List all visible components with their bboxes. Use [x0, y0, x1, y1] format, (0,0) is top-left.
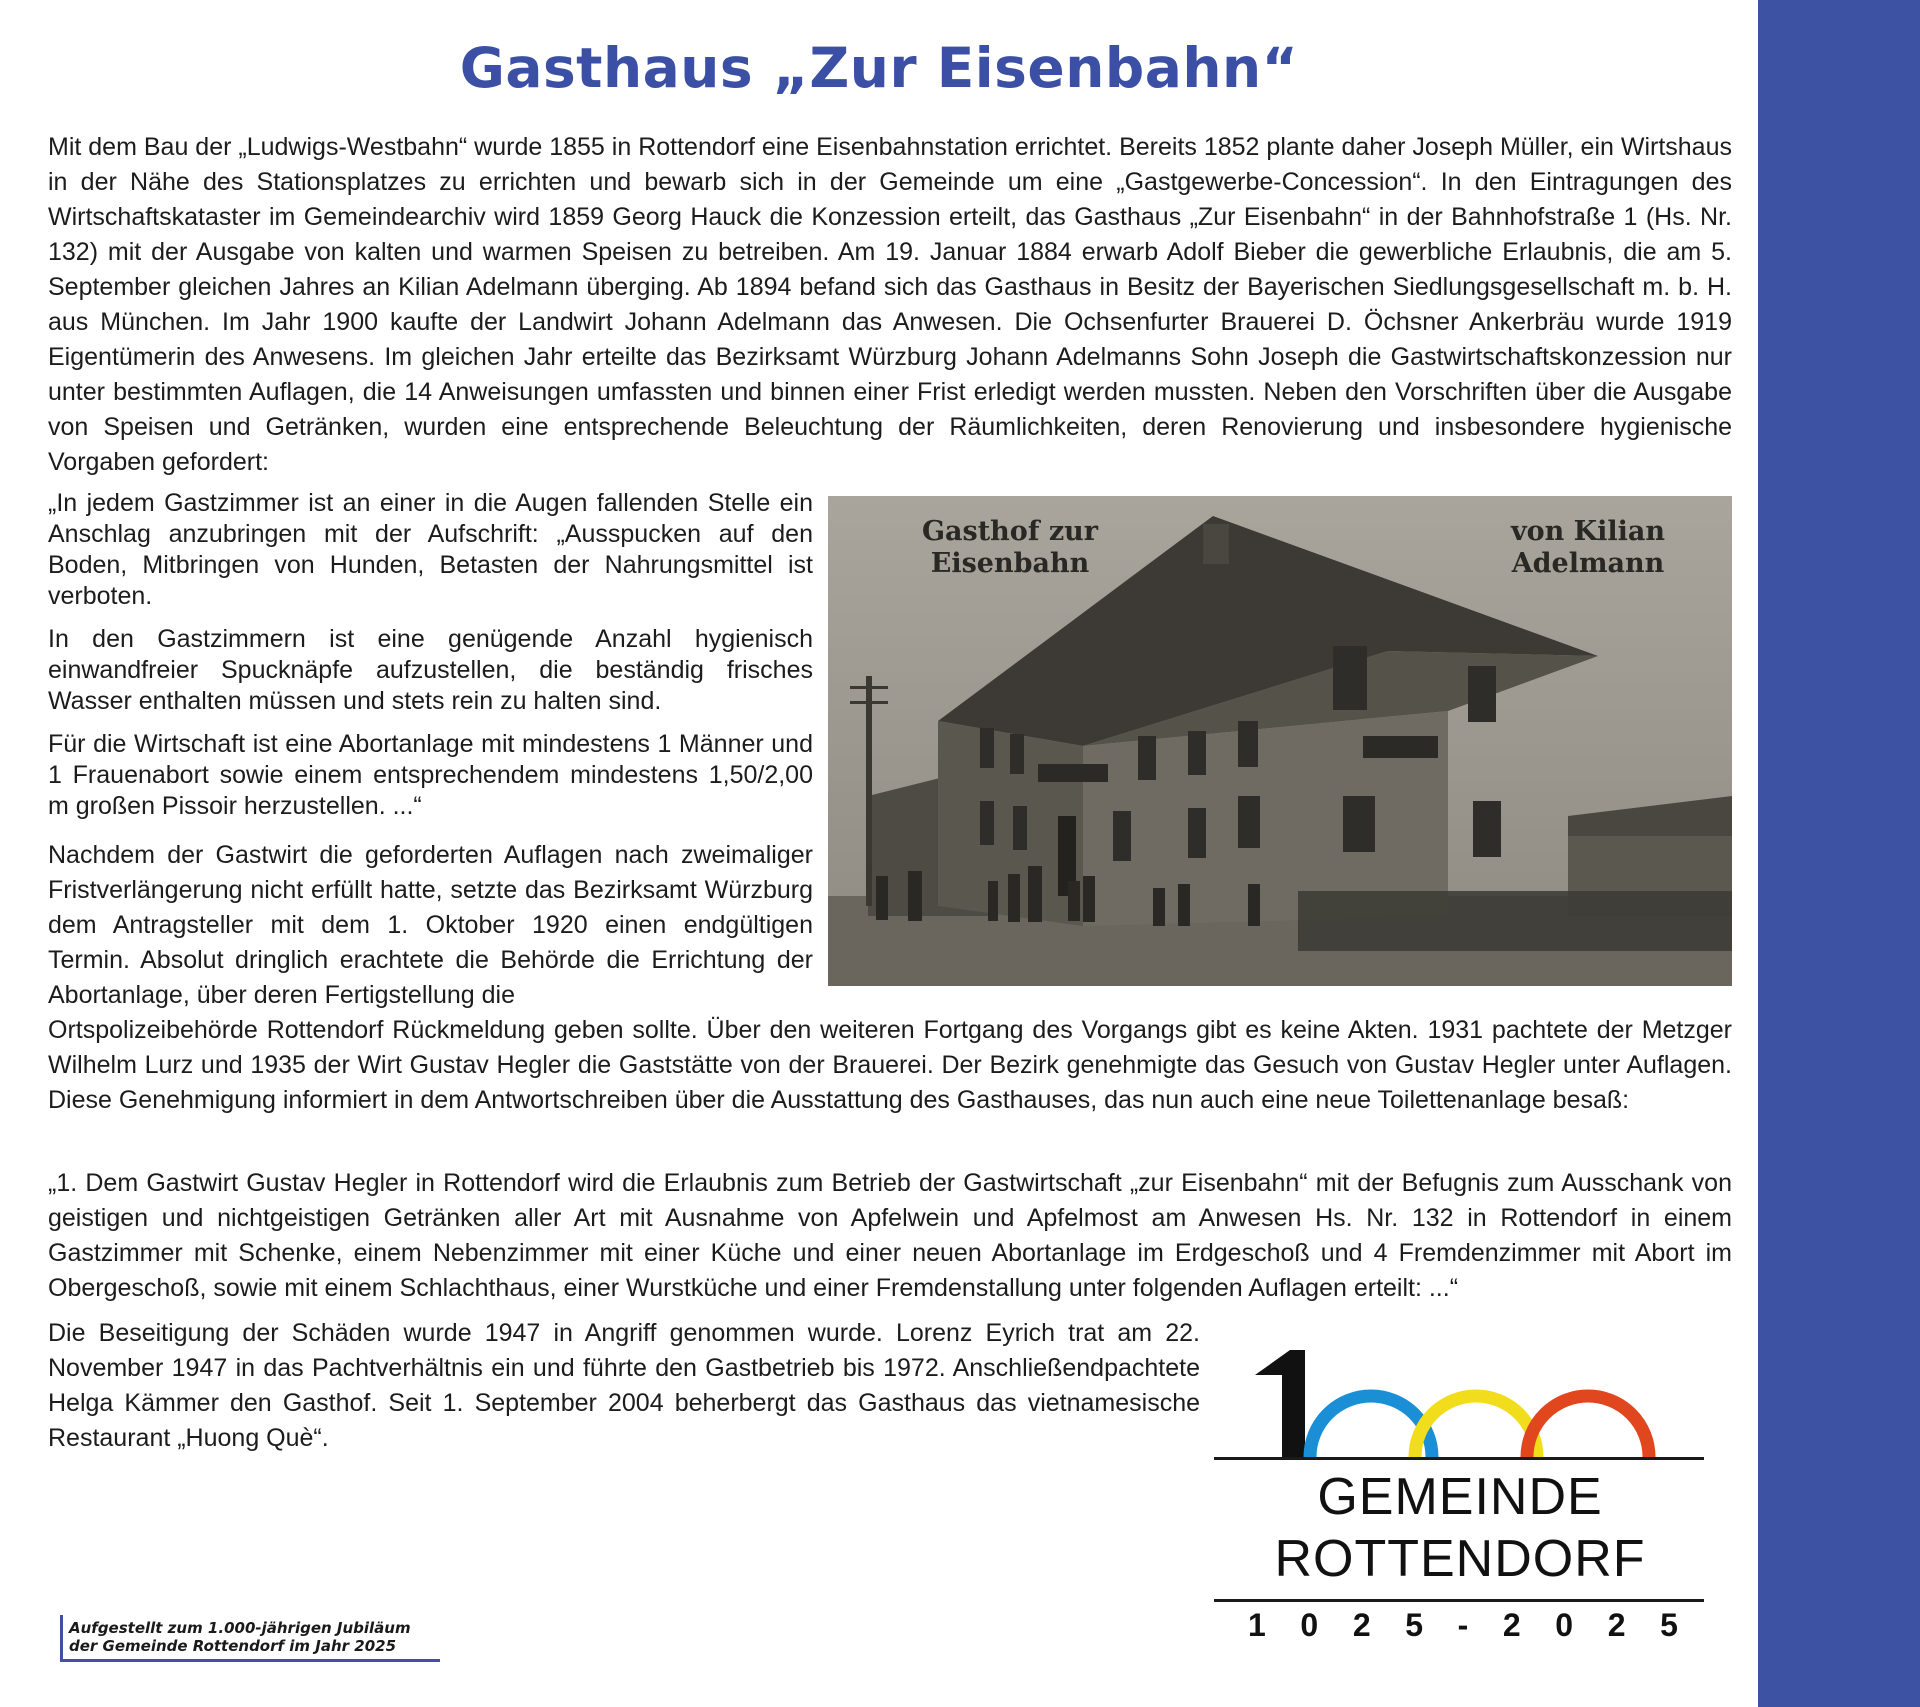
quote-paragraph-2: In den Gastzimmern ist eine genügende Anzahl hygienisch einwandfreier Spucknäpfe aufzustellen, die beständig frisches Wasser enthalten müssen und stets rein zu halten sind.	[48, 625, 813, 715]
logo-1000-gemeinde-rottendorf	[1210, 1345, 1710, 1655]
logo-year-char: 0	[1300, 1607, 1319, 1643]
logo-ring-red	[1527, 1396, 1649, 1457]
footnote-line-1: Aufgestellt zum 1.000-jährigen Jubiläum	[69, 1619, 411, 1637]
logo-text-rottendorf: ROTTENDORF	[1274, 1530, 1646, 1588]
intro-paragraph: Mit dem Bau der „Ludwigs-Westbahn“ wurde 1855 in Rottendorf eine Eisenbahnstation errichtet. Bereits 1852 plante daher Joseph Müller, ein Wirtshaus in der Nähe des Stationsplatzes zu errichten und bewarb sich in der Gemeinde um eine „Gastgewerbe-Concession“. In den Eintragungen des Wirtschaftskataster im Gemeindearchiv wird 1859 Georg Hauck die Konzession erteilt, das Gasthaus „Zur Eisenbahn“ in der Bahnhofstraße 1 (Hs. Nr. 132) mit der Ausgabe von kalten und warmen Speisen zu betreiben. Am 19. Januar 1884 erwarb Adolf Bieber die gewerbliche Erlaubnis, die am 5. September gleichen Jahres an Kilian Adelmann überging. Ab 1894 befand sich das Gasthaus in Besitz der Bayerischen Siedlungsgesellschaft m. b. H. aus München. Im Jahr 1900 kaufte der Landwirt Johann Adelmann das Anwesen. Die Ochsenfurter Brauerei D. Öchsner Ankerbräu wurde 1919 Eigentümerin des Anwesens. Im gleichen Jahr erteilte das Bezirksamt Würzburg Johann Adelmanns Sohn Joseph die Gastwirtschaftskonzession nur unter bestimmten Auflagen, die 14 Anweisungen umfassten und binnen einer Frist erledigt werden mussten. Neben den Vorschriften über die Ausgabe von Speisen und Getränken, wurden eine entsprechende Beleuchtung der Räumlichkeiten, deren Renovierung und insbesondere hygienische Vorgaben gefordert:	[48, 133, 1732, 476]
logo-1000-graphic	[1210, 1345, 1710, 1465]
permit-quote-paragraph: „1. Dem Gastwirt Gustav Hegler in Rottendorf wird die Erlaubnis zum Betrieb der Gastwirtschaft „zur Eisenbahn“ mit der Befugnis zum Ausschank von geistigen und nichtgeistigen Getränken aller Art mit Ausnahme von Apfelwein und Apfelmost am Anwesen Hs. Nr. 132 in Rottendorf in einem Gastzimmer mit Schenke, einem Nebenzimmer mit einer Küche und einer neuen Abortanlage im Erdgeschoß und 4 Fremdenzimmer mit Abort im Obergeschoß, sowie mit einem Schlachthaus, einer Wurstküche und einer Fremdenstallung unter folgenden Auflagen erteilt: ...“	[48, 1169, 1732, 1302]
logo-years	[1248, 1607, 1678, 1644]
logo-text-gemeinde: GEMEINDE	[1317, 1468, 1603, 1526]
deadline-paragraph-continued: Ortspolizeibehörde Rottendorf Rückmeldung geben sollte. Über den weiteren Fortgang des Vorgangs gibt es keine Akten. 1931 pachtete der Metzger Wilhelm Lurz und 1935 der Wirt Gustav Hegler die Gaststätte von der Brauerei. Der Bezirk genehmigte das Gesuch von Gustav Hegler unter Auflagen. Diese Genehmigung informiert in dem Antwortschreiben über die Ausstattung des Gasthauses, das nun auch eine neue Toilettenanlage besaß:	[48, 1016, 1732, 1114]
logo-top-rule	[1214, 1457, 1704, 1460]
footnote-jubilee	[60, 1615, 440, 1662]
deadline-paragraph: Nachdem der Gastwirt die geforderten Auflagen nach zweimaliger Fristverlängerung nicht erfüllt hatte, setzte das Bezirksamt Würzburg dem Antragsteller mit dem 1. Oktober 1920 einen endgültigen Termin. Absolut dringlich erachtete die Behörde die Errichtung der Abortanlage, über deren Fertigstellung die	[48, 841, 813, 1009]
footnote-line-2: der Gemeinde Rottendorf im Jahr 2025	[69, 1637, 397, 1655]
logo-years-text	[1248, 1607, 1678, 1644]
quote-paragraph-1: „In jedem Gastzimmer ist an einer in die Augen fallenden Stelle ein Anschlag anzubringen mit der Aufschrift: „Ausspucken auf den Boden, Mitbringen von Hunden, Betasten der Nahrungsmittel ist verboten.	[48, 489, 813, 610]
logo-year-char: 5	[1405, 1607, 1424, 1643]
logo-year-char: 2	[1352, 1607, 1371, 1643]
quote-paragraph-3: Für die Wirtschaft ist eine Abortanlage mit mindestens 1 Männer und 1 Frauenabort sowie einem entsprechendem mindestens 1,50/2,00 m großen Pissoir herzustellen. ...“	[48, 730, 813, 820]
page-title: Gasthaus „Zur Eisenbahn“	[459, 36, 1299, 100]
logo-bottom-rule	[1214, 1599, 1704, 1602]
logo-year-char: 2	[1502, 1607, 1521, 1643]
blue-sidebar-band	[1758, 0, 1920, 1707]
photo-caption-left: Gasthof zur Eisenbahn	[921, 516, 1099, 579]
logo-year-char: 1	[1248, 1607, 1266, 1643]
logo-year-char: 0	[1555, 1607, 1574, 1643]
logo-year-char: 2	[1607, 1607, 1626, 1643]
logo-year-char: -	[1457, 1607, 1469, 1643]
logo-digit-one	[1255, 1350, 1305, 1457]
closing-paragraph: Die Beseitigung der Schäden wurde 1947 in Angriff genommen wurde. Lorenz Eyrich trat am 22. November 1947 in das Pachtverhältnis ein und führte den Gastbetrieb bis 1972. Anschließendpachtete Helga Kämmer den Gasthof. Seit 1. September 2004 beherbergt das Gasthaus das vietnamesische Restaurant „Huong Què“.	[48, 1319, 1200, 1452]
logo-year-char: 5	[1660, 1607, 1678, 1643]
historic-photo-gasthof	[828, 496, 1732, 986]
photo-caption-right: von Kilian Adelmann	[1510, 516, 1666, 579]
